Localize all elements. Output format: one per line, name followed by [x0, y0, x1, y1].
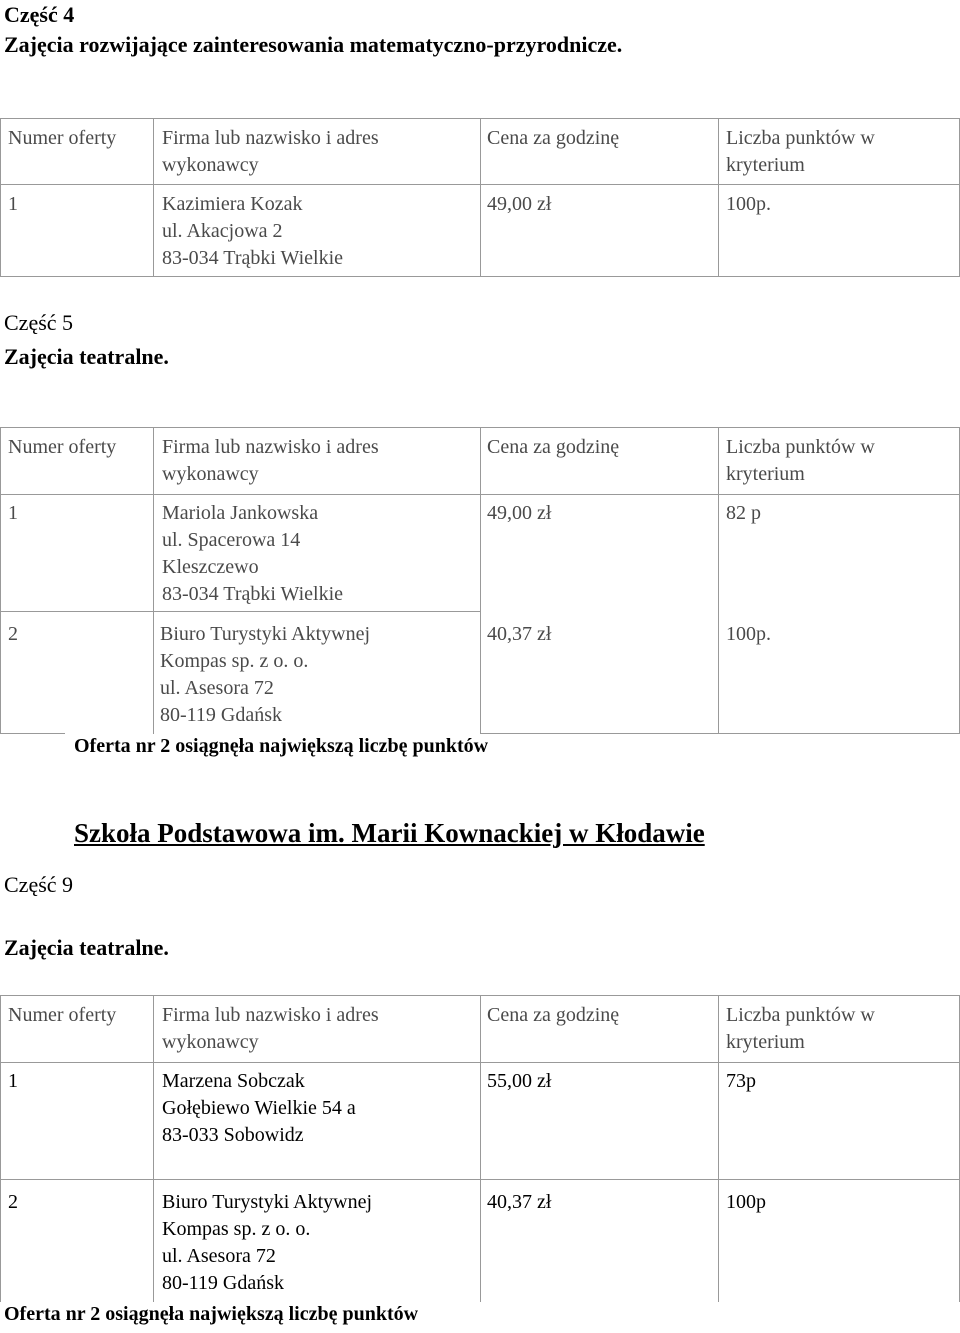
row-points: 100p [726, 1191, 766, 1213]
row-price: 40,37 zł [487, 623, 552, 645]
row-number: 1 [8, 1070, 18, 1092]
part9-heading: Część 9 [4, 872, 74, 897]
row-street: ul. Asesora 72 [160, 677, 274, 699]
row-company: Kompas sp. z o. o. [162, 1218, 311, 1240]
row-points: 100p. [726, 193, 771, 215]
row-name: Mariola Jankowska [162, 502, 319, 524]
row-city: 80-119 Gdańsk [160, 704, 283, 726]
header-points-2: kryterium [726, 154, 805, 176]
header-offer-number: Numer oferty [8, 436, 117, 458]
header-points: Liczba punktów w [726, 127, 875, 149]
row-company: Kompas sp. z o. o. [160, 650, 309, 672]
row-price: 49,00 zł [487, 502, 552, 524]
row-number: 1 [8, 193, 18, 215]
header-points: Liczba punktów w [726, 436, 875, 458]
row-street: Gołębiewo Wielkie 54 a [162, 1097, 356, 1119]
header-price: Cena za godzinę [487, 127, 620, 149]
header-price: Cena za godzinę [487, 1004, 620, 1026]
header-offer-number: Numer oferty [8, 1004, 117, 1026]
school-name: Szkoła Podstawowa im. Marii Kownackiej w Kłodawie [74, 818, 705, 848]
row-street: ul. Asesora 72 [162, 1245, 276, 1267]
header-company: Firma lub nazwisko i adres [162, 1004, 379, 1026]
row-city: 83-033 Sobowidz [162, 1124, 304, 1146]
part5-heading: Część 5 [4, 310, 74, 335]
header-company: Firma lub nazwisko i adres [162, 127, 379, 149]
part4-subtitle: Zajęcia rozwijające zainteresowania matematyczno-przyrodnicze. [4, 32, 623, 57]
row-price: 55,00 zł [487, 1070, 552, 1092]
part4-heading: Część 4 [4, 2, 75, 27]
row-city: 83-034 Trąbki Wielkie [162, 247, 344, 269]
header-price: Cena za godzinę [487, 436, 620, 458]
row-number: 2 [8, 623, 18, 645]
header-company-2: wykonawcy [162, 1031, 259, 1053]
row-street: ul. Spacerowa 14 [162, 529, 301, 551]
header-offer-number: Numer oferty [8, 127, 117, 149]
row-points: 100p. [726, 623, 771, 645]
row-number: 1 [8, 502, 18, 524]
part9-subtitle: Zajęcia teatralne. [4, 935, 169, 960]
result-note: Oferta nr 2 osiągnęła największą liczbę punktów [4, 1303, 419, 1325]
row-city: 80-119 Gdańsk [162, 1272, 285, 1294]
header-points: Liczba punktów w [726, 1004, 875, 1026]
result-note: Oferta nr 2 osiągnęła największą liczbę punktów [74, 735, 489, 757]
header-company-2: wykonawcy [162, 463, 259, 485]
header-points-2: kryterium [726, 1031, 805, 1053]
row-city: 83-034 Trąbki Wielkie [162, 583, 344, 605]
row-name: Marzena Sobczak [162, 1070, 305, 1092]
row-price: 49,00 zł [487, 193, 552, 215]
row-street: ul. Akacjowa 2 [162, 220, 283, 242]
row-name: Kazimiera Kozak [162, 193, 303, 215]
row-town: Kleszczewo [162, 556, 259, 578]
row-points: 82 p [726, 502, 761, 524]
header-points-2: kryterium [726, 463, 805, 485]
row-number: 2 [8, 1191, 18, 1213]
row-name: Biuro Turystyki Aktywnej [160, 623, 371, 645]
row-points: 73p [726, 1070, 756, 1092]
row-name: Biuro Turystyki Aktywnej [162, 1191, 373, 1213]
header-company: Firma lub nazwisko i adres [162, 436, 379, 458]
row-price: 40,37 zł [487, 1191, 552, 1213]
part5-subtitle: Zajęcia teatralne. [4, 344, 169, 369]
header-company-2: wykonawcy [162, 154, 259, 176]
